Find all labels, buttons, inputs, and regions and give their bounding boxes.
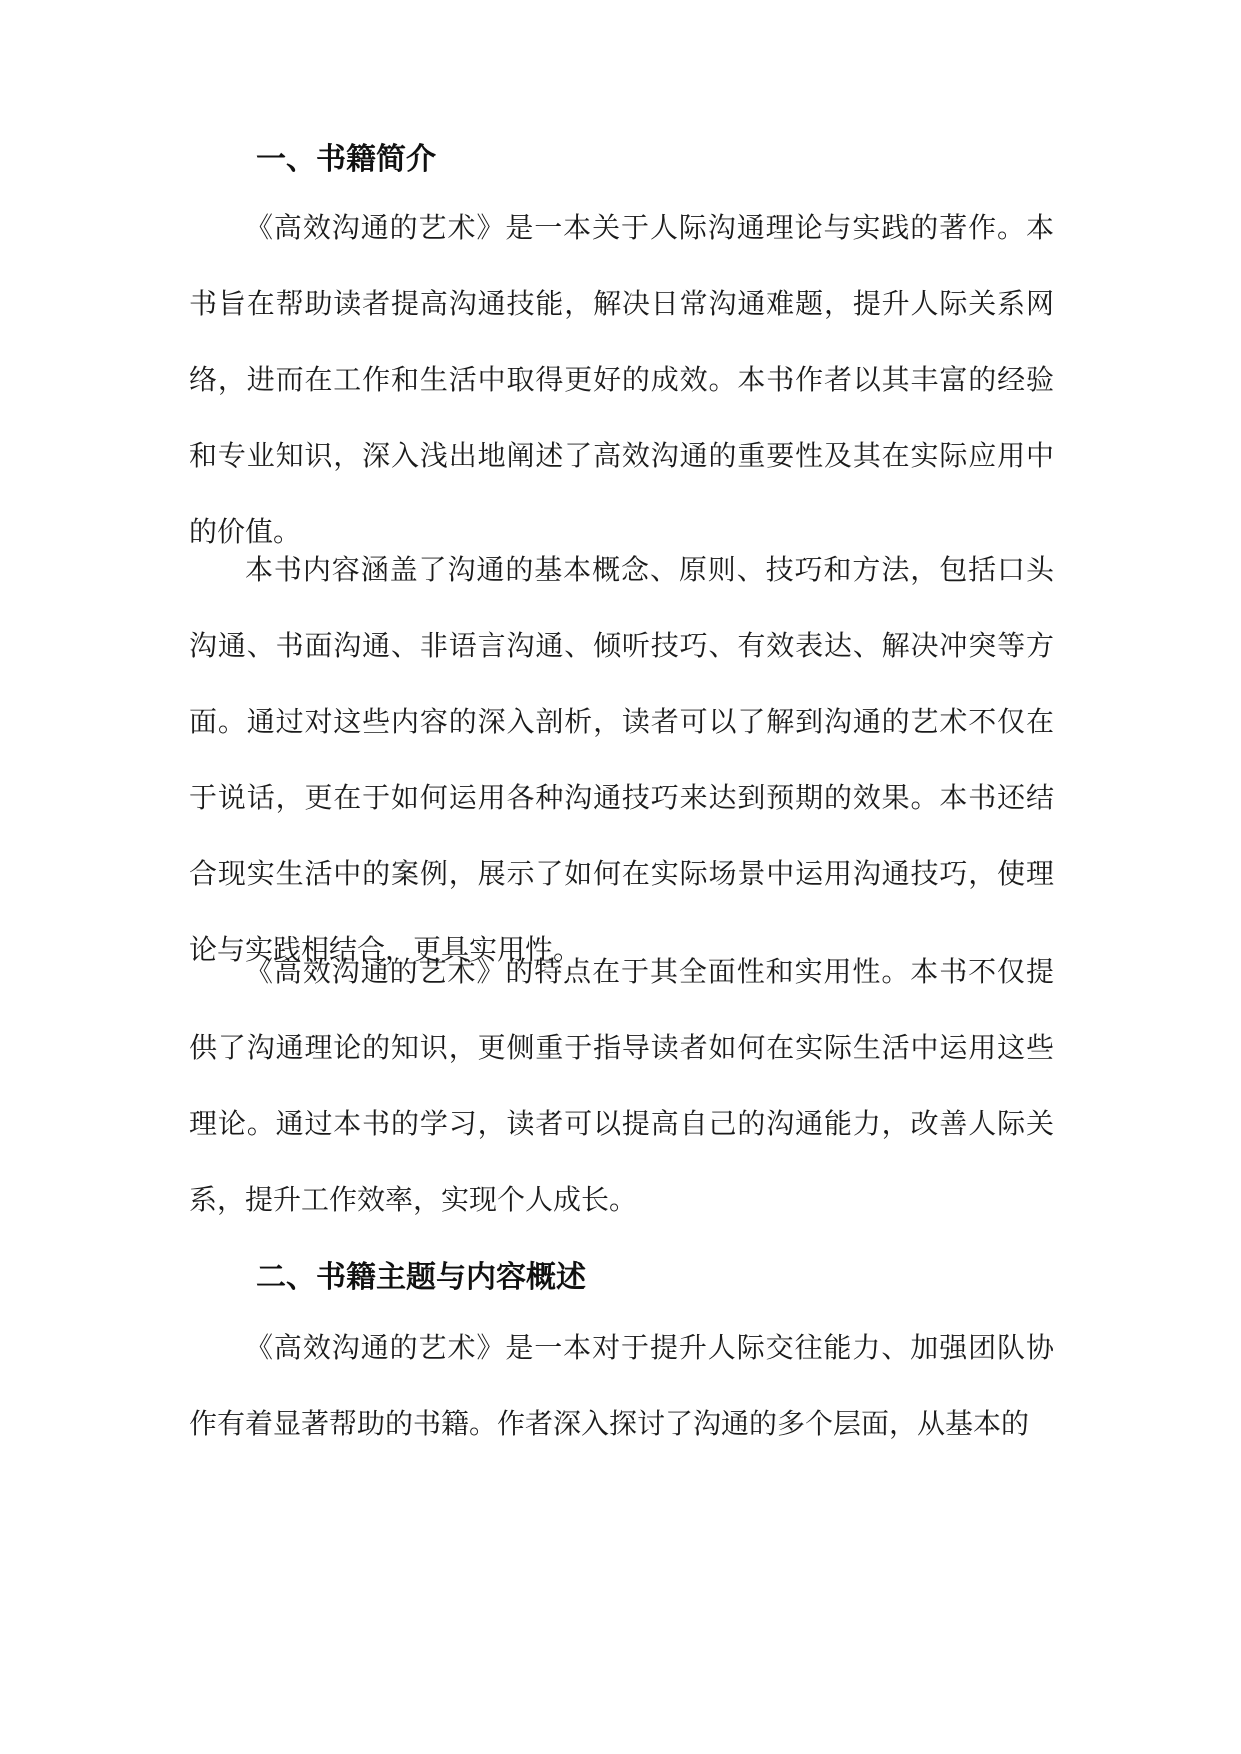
section-1-paragraph-3: 《高效沟通的艺术》的特点在于其全面性和实用性。本书不仅提供了沟通理论的知识，更侧重于指导读者如何在实际生活中运用这些理论。通过本书的学习，读者可以提高自己的沟通能力，改善人际关系，提升工作效率，实现个人成长。	[189, 955, 1054, 1216]
section-1-paragraph-2: 本书内容涵盖了沟通的基本概念、原则、技巧和方法，包括口头沟通、书面沟通、非语言沟通、倾听技巧、有效表达、解决冲突等方面。通过对这些内容的深入剖析，读者可以了解到沟通的艺术不仅在于说话，更在于如何运用各种沟通技巧来达到预期的效果。本书还结合现实生活中的案例，展示了如何在实际场景中运用沟通技巧，使理论与实践相结合，更具实用性。	[189, 553, 1054, 966]
section-1-paragraph-1: 《高效沟通的艺术》是一本关于人际沟通理论与实践的著作。本书旨在帮助读者提高沟通技能，解决日常沟通难题，提升人际关系网络，进而在工作和生活中取得更好的成效。本书作者以其丰富的经验和专业知识，深入浅出地阐述了高效沟通的重要性及其在实际应用中的价值。	[189, 211, 1054, 548]
section-2-heading: 二、书籍主题与内容概述	[256, 1260, 586, 1295]
section-2-paragraph-1: 《高效沟通的艺术》是一本对于提升人际交往能力、加强团队协作有着显著帮助的书籍。作者深入探讨了沟通的多个层面，从基本的	[189, 1331, 1054, 1440]
section-1-heading: 一、书籍简介	[256, 142, 436, 177]
